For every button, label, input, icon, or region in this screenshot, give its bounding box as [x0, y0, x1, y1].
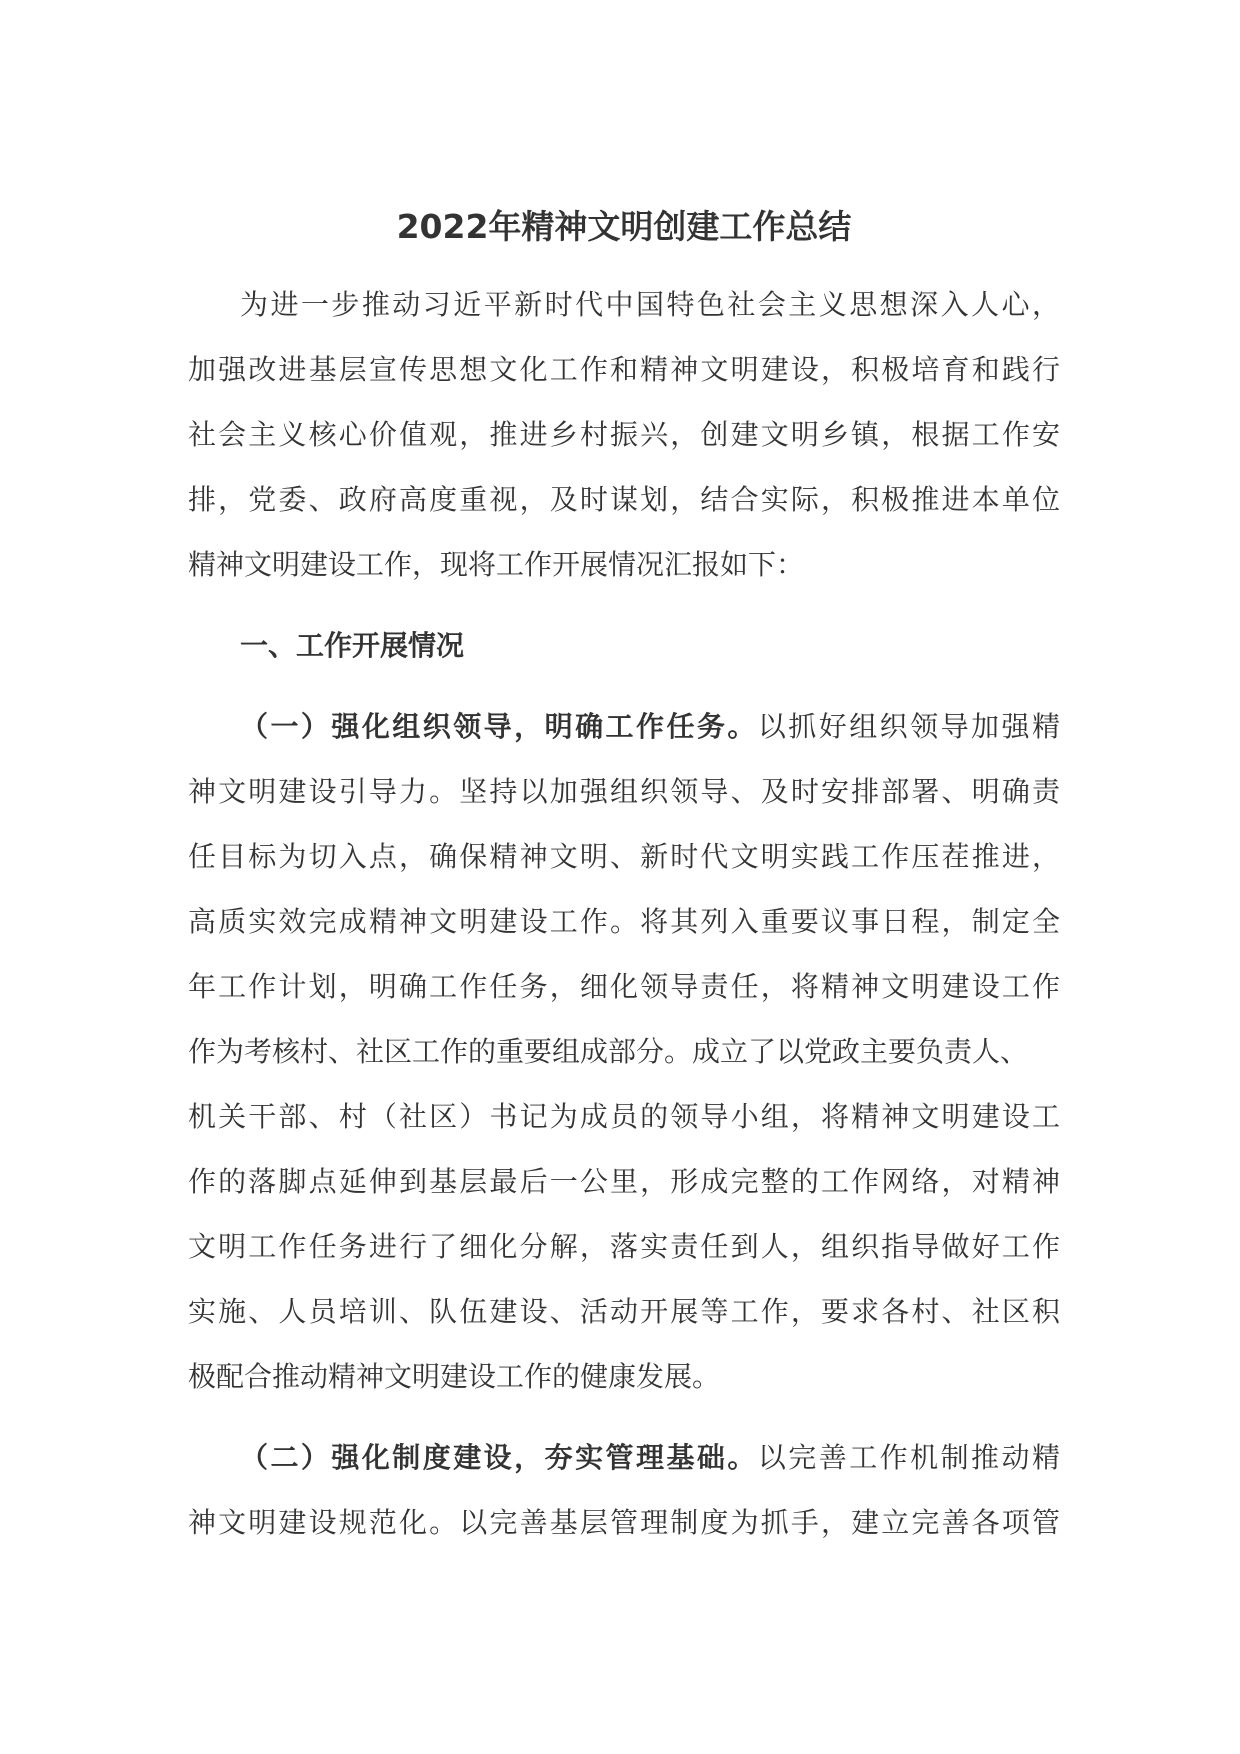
text-line: 精神文明建设工作，现将工作开展情况汇报如下： [188, 548, 805, 581]
text-line: 文明工作任务进行了细化分解，落实责任到人，组织指导做好工作 [188, 1230, 1060, 1263]
subsection-2-paragraph [188, 1425, 1060, 1555]
text-span: 以抓好组织领导加强精 [757, 710, 1060, 743]
intro-paragraph [188, 272, 1060, 597]
subsection-1-paragraph [188, 694, 1060, 1409]
text-line: 为进一步推动习近平新时代中国特色社会主义思想深入人心， [240, 288, 1060, 321]
text-line: 高质实效完成精神文明建设工作。将其列入重要议事日程，制定全 [188, 905, 1060, 938]
text-line: 机关干部、村（社区）书记为成员的领导小组，将精神文明建设工 [188, 1100, 1060, 1133]
text-line: 作为考核村、社区工作的重要组成部分。成立了以党政主要负责人、 [188, 1035, 1029, 1068]
section-heading: 一、工作开展情况 [240, 629, 465, 662]
text-line: 实施、人员培训、队伍建设、活动开展等工作，要求各村、社区积 [188, 1295, 1060, 1328]
text-line [188, 1425, 1060, 1490]
text-line [188, 694, 1060, 759]
text-line: 年工作计划，明确工作任务，细化领导责任，将精神文明建设工作 [188, 970, 1060, 1003]
text-line: 排，党委、政府高度重视，及时谋划，结合实际，积极推进本单位 [188, 483, 1060, 516]
text-line: 极配合推动精神文明建设工作的健康发展。 [188, 1360, 721, 1393]
subsection-lead: （一）强化组织领导，明确工作任务。 [240, 710, 758, 743]
document-page [188, 194, 1060, 1571]
text-line: 加强改进基层宣传思想文化工作和精神文明建设，积极培育和践行 [188, 353, 1060, 386]
text-line: 任目标为切入点，确保精神文明、新时代文明实践工作压茬推进， [188, 840, 1060, 873]
subsection-lead: （二）强化制度建设，夯实管理基础。 [240, 1441, 758, 1474]
text-line: 神文明建设引导力。坚持以加强组织领导、及时安排部署、明确责 [188, 775, 1060, 808]
text-line: 社会主义核心价值观，推进乡村振兴，创建文明乡镇，根据工作安 [188, 418, 1060, 451]
text-line: 作的落脚点延伸到基层最后一公里，形成完整的工作网络，对精神 [188, 1165, 1060, 1198]
text-line: 神文明建设规范化。以完善基层管理制度为抓手，建立完善各项管 [188, 1506, 1060, 1539]
document-title: 2022年精神文明创建工作总结 [396, 207, 852, 246]
text-span: 以完善工作机制推动精 [757, 1441, 1060, 1474]
